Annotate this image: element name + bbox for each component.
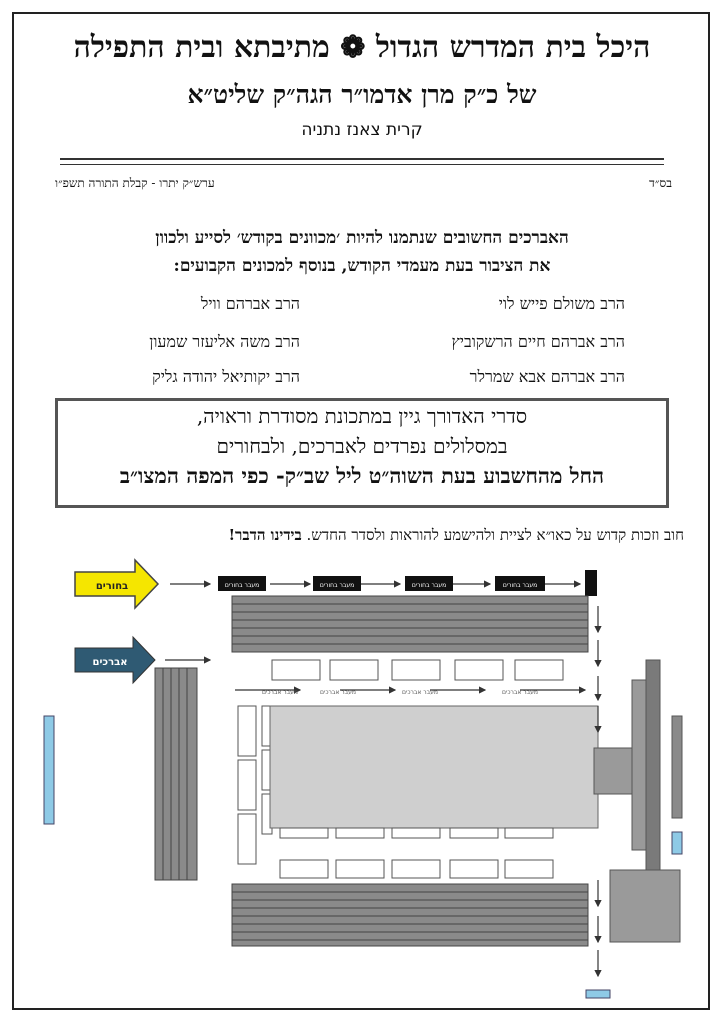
title-line-1: היכל בית המדרש הגדול ❁ מתיבתא ובית התפילה <box>73 30 651 65</box>
svg-text:מעבר אברכים: מעבר אברכים <box>320 689 356 696</box>
notice-line-2: במסלולים נפרדים לאברכים, ולבחורים <box>216 434 508 458</box>
bsd-mark: בס״ד <box>649 176 672 190</box>
bottom-door-marker <box>586 990 610 998</box>
passage-label: מעבר בחורים <box>224 582 260 589</box>
name-1: הרב משולם פייש לוי <box>498 294 625 313</box>
name-6: הרב יקותיאל יהודה גליק <box>152 367 300 386</box>
footnote-text: חוב וזכות קדוש על כאו״א לציית ולהישמע להוראות ולסדר החדש. <box>306 526 684 544</box>
avreichim-label: אברכים <box>92 657 128 668</box>
intro-line-1: האברכים החשובים שנתמנו להיות ׳מכוונים בקודש׳ לסייע ולכוון <box>155 228 569 248</box>
right-stage <box>594 660 682 942</box>
top-benches <box>232 596 588 652</box>
notice-line-3: החל מהחשבוע בעת השוה״ט ליל שב״ק- כפי המפה המצו״ב <box>119 463 605 488</box>
left-wall-marker <box>44 716 54 824</box>
date-line: ערש״ק יתרו - קבלת התורה תשפ״ו <box>55 176 215 190</box>
bochurim-passage-labels <box>218 570 597 596</box>
svg-text:מעבר אברכים: מעבר אברכים <box>262 689 298 696</box>
right-door-marker <box>672 832 682 854</box>
passage-label: מעבר בחורים <box>502 582 538 589</box>
central-floor <box>270 706 598 828</box>
passage-label: מעבר בחורים <box>411 582 447 589</box>
left-benches <box>155 668 197 880</box>
title-line-2: של כ״ק מרן אדמו״ר הגה״ק שליט״א <box>187 80 537 109</box>
notice-line-1: סדרי האדורך גיין במתכונת מסודרת וראויה, <box>196 404 528 428</box>
avreichim-arrow <box>75 637 155 683</box>
name-2: הרב אברהם וויל <box>200 294 300 313</box>
intro-line-2: את הציבור בעת מעמדי הקודש, בנוסף למכונים הקבועים: <box>173 256 551 276</box>
upper-seat-row <box>272 660 563 680</box>
lower-seat-row <box>280 828 553 878</box>
location-line: קרית צאנז נתניה <box>301 120 423 140</box>
svg-text:מעבר אברכים: מעבר אברכים <box>502 689 538 696</box>
name-5: הרב אברהם אבא שמרלר <box>469 367 625 386</box>
bottom-benches <box>232 884 588 946</box>
bochurim-label: בחורים <box>95 581 129 592</box>
name-4: הרב משה אליעזר שמעון <box>149 332 300 351</box>
avreichim-passage-labels <box>262 689 538 696</box>
passage-label: מעבר בחורים <box>319 582 355 589</box>
footnote-emphasis: בידינו הדבר! <box>228 526 302 544</box>
left-side-seats <box>238 706 272 864</box>
bochurim-arrow <box>75 560 158 608</box>
name-3: הרב אברהם חיים הרשקוביץ <box>451 332 625 351</box>
svg-text:מעבר אברכים: מעבר אברכים <box>402 689 438 696</box>
